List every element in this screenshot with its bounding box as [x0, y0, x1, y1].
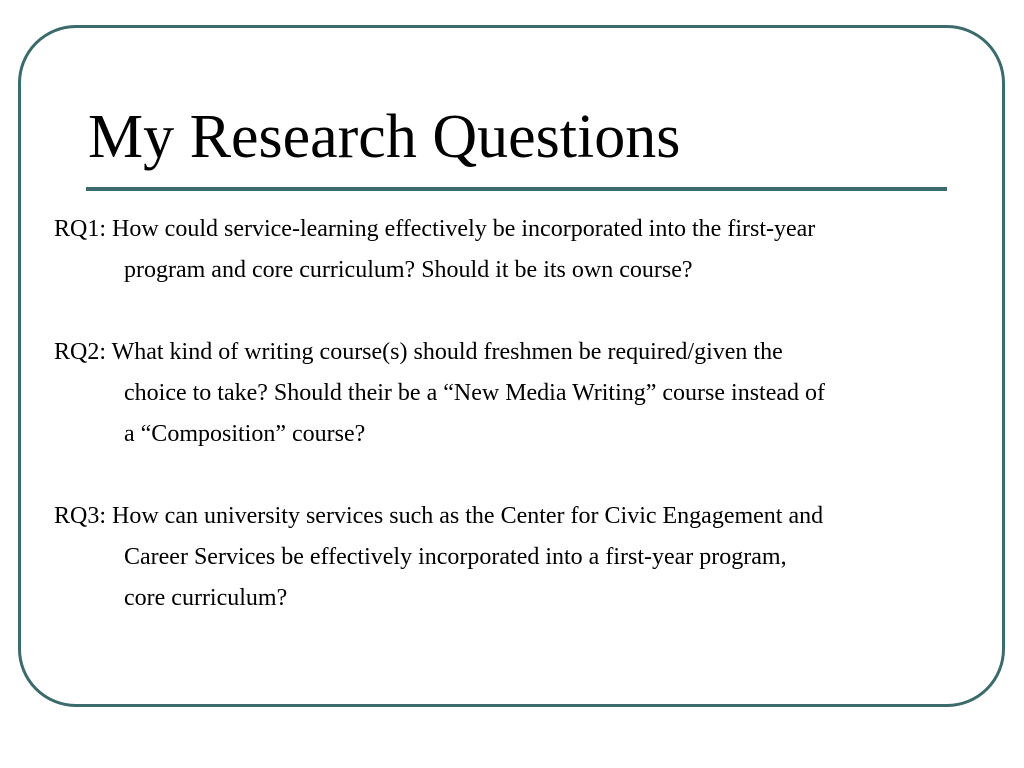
rq3-line-1: RQ3: How can university services such as the Center for Civic Engagement and [54, 503, 824, 529]
research-question-list [54, 209, 984, 619]
research-question-rq2 [54, 332, 984, 455]
rq2-line-3: a “Composition” course? [124, 421, 366, 447]
research-question-rq3 [54, 496, 984, 619]
rq1-line-1: RQ1: How could service-learning effectively be incorporated into the first-year [54, 216, 816, 242]
rq2-line-1: RQ2: What kind of writing course(s) should freshmen be required/given the [54, 339, 783, 365]
rq2-line-2: choice to take? Should their be a “New Media Writing” course instead of [124, 380, 826, 406]
title-divider [86, 187, 947, 191]
rq3-line-2: Career Services be effectively incorporated into a first-year program, [124, 544, 787, 570]
slide-title: My Research Questions [88, 103, 681, 171]
rq3-line-3: core curriculum? [124, 585, 288, 611]
rq1-line-2: program and core curriculum? Should it be its own course? [124, 257, 693, 283]
research-question-rq1 [54, 209, 984, 291]
